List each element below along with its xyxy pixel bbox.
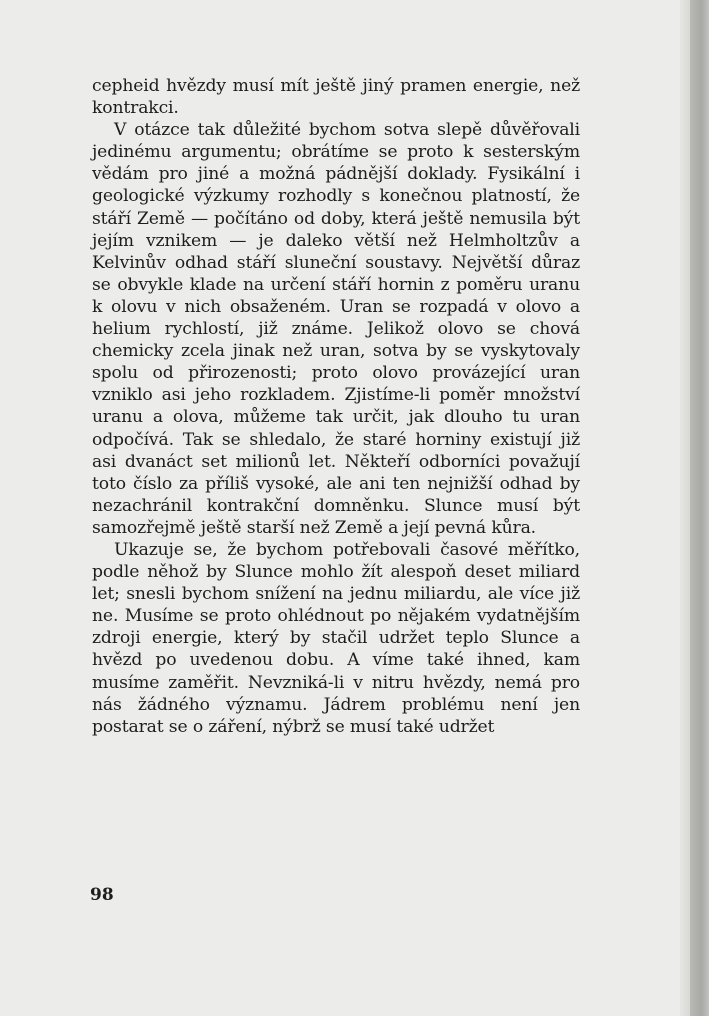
page-edge-shadow (680, 0, 690, 1016)
paragraph-2: V otázce tak důležité bychom sotva slepě důvěřovali jedinému argumentu; obrátíme se proto k sesterským vědám pro jiné a možná pádnější doklady. Fysikální i geologické výzkumy rozhodly s konečnou platností, že stáří Země — počítáno od doby, která ještě nemusila být jejím vznikem — je daleko větší než Helmholtzův a Kelvinův odhad stáří sluneční soustavy. Největší důraz se obvykle klade na určení stáří hornin z poměru uranu k olovu v nich obsaženém. Uran se rozpadá v olovo a helium rychlostí, již známe. Jelikož olovo se chová chemicky zcela jinak než uran, sotva by se vyskytovaly spolu od přirozenosti; proto olovo provázející uran vzniklo asi jeho rozkladem. Zjistíme-li poměr množství uranu a olova, můžeme tak určit, jak dlouho tu uran odpočívá. Tak se shledalo, že staré horniny existují již asi dvanáct set milionů let. Někteří odborníci považují toto číslo za příliš vysoké, ale ani ten nejnižší odhad by nezachránil kontrakční domněnku. Slunce musí být samozřejmě ještě starší než Země a její pevná kůra. (92, 120, 580, 538)
paragraph-3: Ukazuje se, že bychom potřebovali časové měřítko, podle něhož by Slunce mohlo žít alespoň deset miliard let; snesli bychom snížení na jednu miliardu, ale více již ne. Musíme se proto ohlédnout po nějakém vydatnějším zdroji energie, který by stačil udržet teplo Slunce a hvězd po uvedenou dobu. A víme také ihned, kam musíme zaměřit. Nevzniká-li v nitru hvězdy, nemá pro nás žádného významu. Jádrem problému není jen postarat se o záření, nýbrž se musí také udržet (92, 539, 580, 737)
body-text (92, 75, 580, 738)
page-number: 98 (90, 885, 114, 905)
paragraph-1: cepheid hvězdy musí mít ještě jiný pramen energie, než kontrakci. (92, 76, 580, 119)
book-spine-edge (690, 0, 709, 1016)
